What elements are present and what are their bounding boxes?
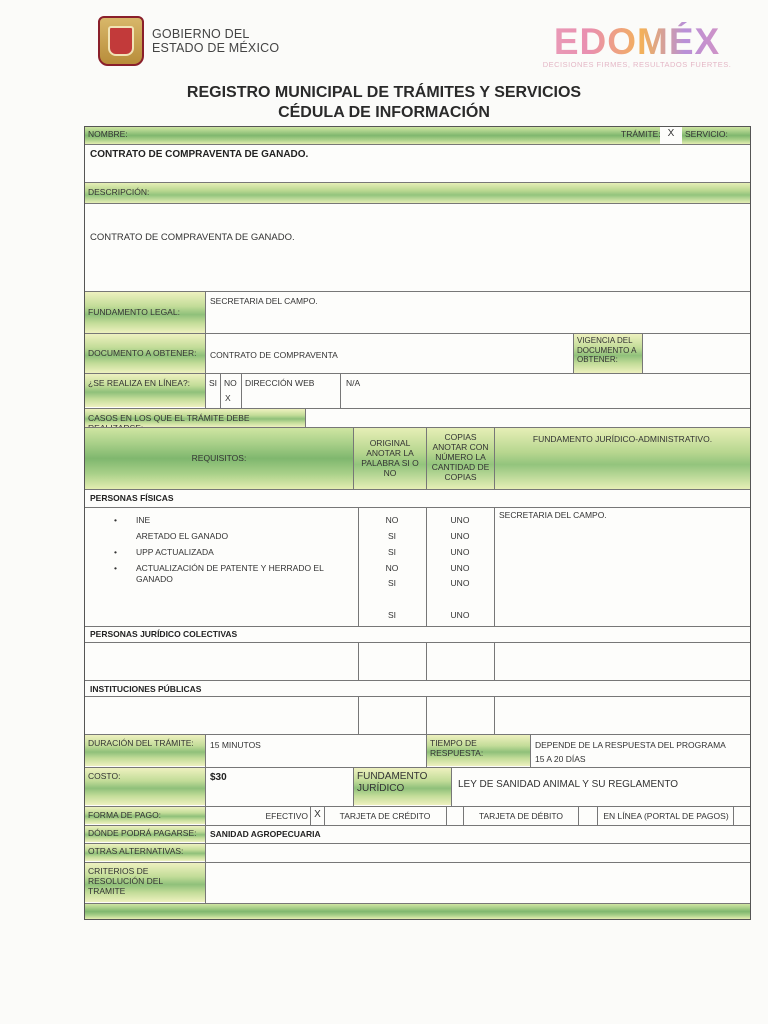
servicio-label: SERVICIO: [682,127,750,144]
efectivo-label: EFECTIVO [265,811,308,821]
efectivo-checkbox[interactable]: X [314,809,321,820]
requisito-copias: UNO [450,515,470,525]
requisito-copias: UNO [450,563,470,573]
logo-tagline: DECISIONES FIRMES, RESULTADOS FUERTES. [542,60,732,69]
fundamento-legal-value: SECRETARIA DEL CAMPO. [210,296,318,306]
criterios-label: CRITERIOS DE RESOLUCIÓN DEL TRAMITE [85,863,205,902]
tarjeta-debito-label: TARJETA DE DÉBITO [478,811,564,821]
instituciones-label: INSTITUCIONES PÚBLICAS [90,684,202,694]
requisito-copias: UNO [450,531,470,541]
en-linea-pago-label: EN LÍNEA (PORTAL DE PAGOS) [603,811,729,821]
en-linea-no-label: NO [224,378,237,388]
bullet-icon: • [114,515,117,525]
fundamento-juridico-value: LEY DE SANIDAD ANIMAL Y SU REGLAMENTO [458,779,679,790]
copias-header: COPIAS ANOTAR CON NÚMERO LA CANTIDAD DE COPIAS [427,428,494,489]
costo-label: COSTO: [85,768,205,805]
requisito-original: SI [387,578,397,588]
requisito-original: NO [385,563,399,573]
requisito-original: SI [387,531,397,541]
nombre-value: CONTRATO DE COMPRAVENTA DE GANADO. [90,149,309,160]
bullet-icon [111,529,123,541]
footer-band [85,904,750,919]
bullet-icon: • [114,563,117,573]
requisito-item: GANADO [136,574,173,584]
requisito-copias: UNO [450,547,470,557]
tramite-checkbox[interactable]: X [667,128,675,139]
tiempo-respuesta-label: TIEMPO DE RESPUESTA: [427,735,530,766]
tiempo-respuesta-line1: DEPENDE DE LA RESPUESTA DEL PROGRAMA [535,740,726,750]
gov-line1: GOBIERNO DEL [152,27,250,41]
casos-label: CASOS EN LOS QUE EL TRÁMITE DEBE [85,409,305,427]
fundamento-juridico-header: FUNDAMENTO JURÍDICO-ADMINISTRATIVO. [495,428,750,489]
en-linea-si-label: SI [209,378,218,388]
requisito-item: UPP ACTUALIZADA [136,547,214,557]
en-linea-no-checkbox[interactable]: X [225,393,231,403]
personas-fisicas-label: PERSONAS FÍSICAS [90,493,174,503]
requisito-copias: UNO [450,578,470,588]
costo-value: $30 [210,772,227,783]
tramite-label: TRÁMITE: [618,127,660,144]
direccion-web-label: DIRECCIÓN WEB [245,378,315,388]
documento-label: DOCUMENTO A OBTENER: [85,334,205,373]
requisito-copias: UNO [450,610,470,620]
tiempo-respuesta-line2: 15 A 20 DÍAS [535,754,586,764]
logo-text: EDOMÉX [517,22,757,62]
tarjeta-credito-label: TARJETA DE CRÉDITO [339,811,431,821]
requisito-item: ARETADO EL GANADO [136,531,229,541]
gov-name [152,27,279,55]
descripcion-label: DESCRIPCIÓN: [85,183,750,203]
duracion-label: DURACIÓN DEL TRÁMITE: [85,735,205,766]
nombre-label: NOMBRE: [85,127,618,144]
requisitos-header: REQUISITOS: [85,428,353,489]
requisito-original: SI [387,547,397,557]
vigencia-label: VIGENCIA DEL DOCUMENTO A OBTENER: [574,334,642,373]
requisito-item: INE [136,515,151,525]
edomex-logo [517,22,757,69]
requisito-original: SI [387,610,397,620]
documento-value: CONTRATO DE COMPRAVENTA [210,350,338,360]
requisito-item: ACTUALIZACIÓN DE PATENTE Y HERRADO EL [136,563,324,573]
state-seal-icon [98,16,144,66]
descripcion-value: CONTRATO DE COMPRAVENTA DE GANADO. [90,232,295,243]
en-linea-label: ¿SE REALIZA EN LÍNEA?: [85,374,205,407]
requisito-original: NO [385,515,399,525]
fundamento-legal-label: FUNDAMENTO LEGAL: [85,292,205,333]
fisicas-fundamento: SECRETARIA DEL CAMPO. [499,510,607,520]
donde-pagarse-label: DÓNDE PODRÁ PAGARSE: [85,826,205,842]
donde-pagarse-value: SANIDAD AGROPECUARIA [210,829,321,839]
page-subtitle: CÉDULA DE INFORMACIÓN [278,104,490,121]
otras-alternativas-label: OTRAS ALTERNATIVAS: [85,844,205,861]
original-header: ORIGINAL ANOTAR LA PALABRA SI O NO [354,428,426,489]
direccion-web-value: N/A [346,378,361,388]
forma-pago-label: FORMA DE PAGO: [85,807,205,824]
page-title: REGISTRO MUNICIPAL DE TRÁMITES Y SERVICIOS [186,84,582,101]
gov-line2: ESTADO DE MÉXICO [152,41,280,55]
fundamento-juridico-label: FUNDAMENTO JURÍDICO [354,768,451,805]
bullet-icon: • [114,547,117,557]
gov-header [98,16,279,66]
information-form [84,126,751,920]
personas-juridico-label: PERSONAS JURÍDICO COLECTIVAS [90,629,238,639]
duracion-value: 15 MINUTOS [210,740,261,750]
